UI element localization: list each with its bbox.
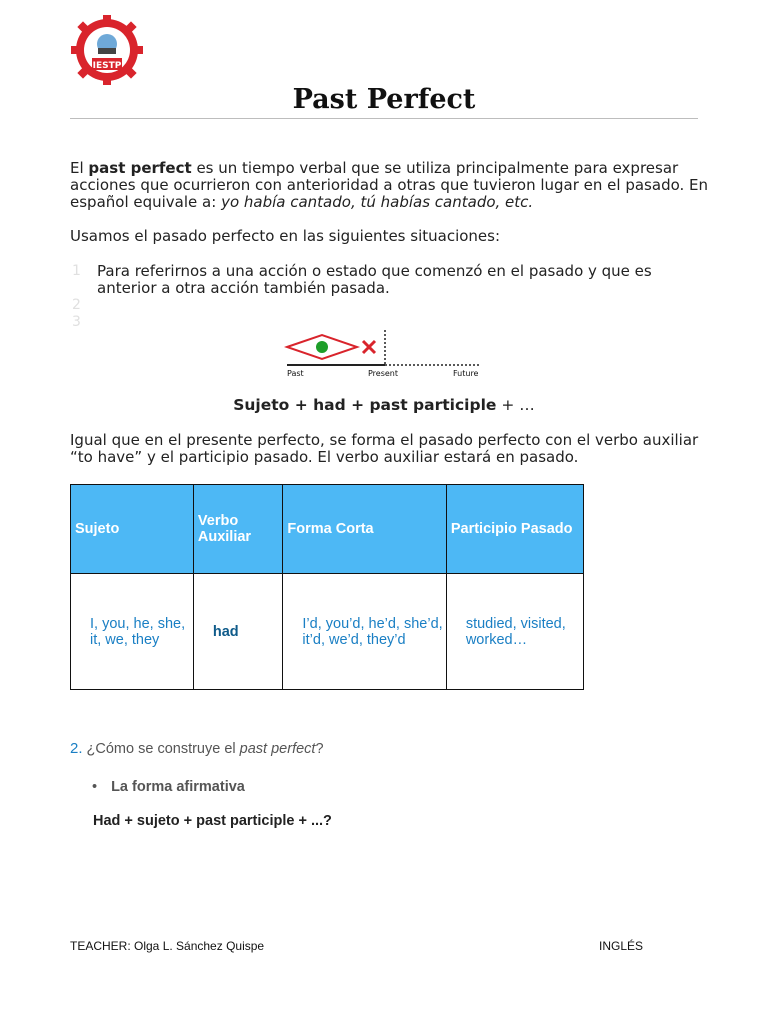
question-formula: Had + sujeto + past participle + ...? xyxy=(93,813,332,829)
auxiliary-paragraph: Igual que en el presente perfecto, se forma el pasado perfecto con el verbo auxiliar “to have” y el participio pasado. El verbo auxiliar estará en pasado. xyxy=(70,431,699,466)
header-verbo-auxiliar: Verbo Auxiliar xyxy=(197,513,252,545)
title-divider xyxy=(70,118,698,119)
cell-verbo-auxiliar: had xyxy=(212,623,239,640)
intro-paragraph: El past perfect es un tiempo verbal que se utiliza principalmente para expresar acciones que ocurrieron con anterioridad a otras que tuvieron lugar en el pasado. En español equivale a: yo había cantado, tú habías cantado, etc. xyxy=(70,159,709,211)
page-title: Past Perfect xyxy=(292,84,476,115)
bullet-icon: • xyxy=(92,779,98,795)
timeline-diagram xyxy=(284,328,484,380)
past-label: Past xyxy=(287,369,304,378)
section-heading-2: 2. ¿Cómo se construye el past perfect? xyxy=(70,740,324,757)
future-label: Future xyxy=(453,369,479,378)
cell-forma-corta: I’d, you’d, he’d, she’d, it’d, we’d, they’d xyxy=(302,615,443,648)
header-forma-corta: Forma Corta xyxy=(287,521,374,537)
svg-text:IESTP: IESTP xyxy=(92,61,122,71)
structure-formula: Sujeto + had + past participle + … xyxy=(233,396,535,414)
table-header-row xyxy=(71,485,584,574)
uses-intro: Usamos el pasado perfecto en las siguientes situaciones: xyxy=(70,227,501,245)
header-sujeto: Sujeto xyxy=(75,521,120,537)
header-participio-pasado: Participio Pasado xyxy=(450,521,573,537)
present-label: Present xyxy=(368,369,399,378)
list-number-1: 1 xyxy=(72,263,81,279)
conjugation-table xyxy=(70,484,584,690)
cell-participio-pasado: studied, visited, worked… xyxy=(465,615,566,648)
list-number-2: 2 xyxy=(72,297,81,313)
table-row xyxy=(71,574,584,690)
cell-sujeto: I, you, he, she, it, we, they xyxy=(90,615,186,648)
action-dot xyxy=(316,341,328,353)
footer-subject: INGLÉS xyxy=(599,939,644,953)
footer-teacher: TEACHER: Olga L. Sánchez Quispe xyxy=(70,939,265,953)
intro-bold-term: past perfect xyxy=(88,159,192,177)
list-item: Para referirnos a una acción o estado que comenzó en el pasado y que es anterior a otra acción también pasada. xyxy=(97,262,652,297)
iestp-logo xyxy=(68,14,146,90)
list-number-3: 3 xyxy=(72,314,81,330)
intro-example: yo había cantado, tú habías cantado, etc. xyxy=(221,193,534,211)
bullet-item: • La forma afirmativa xyxy=(92,779,245,795)
